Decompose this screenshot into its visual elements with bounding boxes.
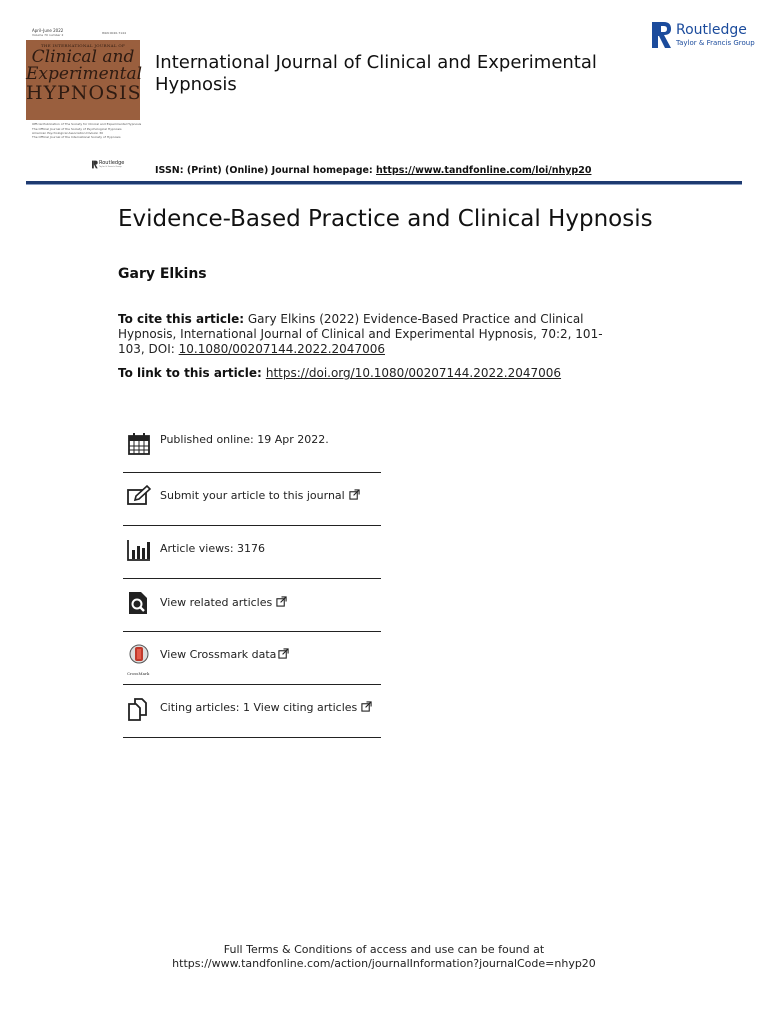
submit-label: Submit your article to this journal	[160, 489, 345, 502]
cover-title-line2: Experimental	[26, 64, 143, 84]
cover-title-line1: Clinical and	[31, 47, 135, 67]
bar-chart-icon	[127, 538, 151, 562]
issn-line	[155, 165, 591, 176]
small-logo-name: Routledge	[99, 160, 125, 166]
submit-link[interactable]	[160, 489, 360, 502]
edit-icon	[127, 485, 151, 509]
external-link-icon	[349, 489, 360, 500]
footer-terms	[134, 943, 634, 971]
routledge-logo	[652, 22, 755, 48]
cover-title-line3: HYPNOSIS	[26, 82, 142, 104]
citation-block	[118, 312, 618, 357]
cite-text: Gary Elkins (2022) Evidence-Based Practice and Clinical Hypnosis, International Journal of Clinical and Experimental Hypnosis, 70:2, 101-103, DOI:	[118, 312, 603, 356]
cover-issue: April–June 2022	[32, 28, 64, 33]
cite-label: To cite this article:	[118, 312, 245, 326]
crossmark-row[interactable]	[123, 632, 381, 685]
cover-fine-4: The Official Journal of the International Society of Hypnosis	[32, 135, 121, 139]
published-date: Published online: 19 Apr 2022.	[160, 433, 329, 446]
citing-row[interactable]	[123, 685, 381, 738]
calendar-icon	[127, 432, 151, 456]
crossmark-label: View Crossmark data	[160, 648, 277, 661]
external-link-icon	[361, 701, 372, 712]
footer-line-1: Full Terms & Conditions of access and use can be found at	[223, 943, 545, 956]
citing-label: Citing articles: 1 View citing articles	[160, 701, 358, 714]
link-label: To link to this article:	[118, 366, 262, 380]
article-title: Evidence-Based Practice and Clinical Hypnosis	[118, 206, 653, 232]
cover-plate	[26, 40, 143, 120]
related-label: View related articles	[160, 596, 273, 609]
article-views: Article views: 3176	[160, 542, 266, 555]
issn-text: ISSN: (Print) (Online) Journal homepage:	[155, 165, 377, 176]
cover-volume: Volume 70 number 2	[32, 33, 64, 37]
routledge-r-icon	[652, 22, 672, 48]
related-link[interactable]	[160, 596, 287, 609]
cover-publisher-line: THE INTERNATIONAL JOURNAL OF	[40, 43, 126, 48]
citing-link[interactable]	[160, 701, 372, 714]
views-row	[123, 526, 381, 579]
journal-cover[interactable]	[26, 28, 143, 140]
routledge-subtitle: Taylor & Francis Group	[676, 39, 755, 47]
cover-fine-3: American Psychological Association Division 30	[32, 131, 104, 135]
article-meta-list	[123, 420, 381, 738]
cite-doi-link[interactable]: 10.1080/00207144.2022.2047006	[178, 342, 385, 356]
article-author[interactable]: Gary Elkins	[118, 266, 207, 282]
footer-terms-link[interactable]: https://www.tandfonline.com/action/journalInformation?journalCode=nhyp20	[172, 957, 596, 970]
submit-row[interactable]	[123, 473, 381, 526]
cover-issn: ISSN 0020-7144	[101, 31, 126, 35]
journal-homepage-link[interactable]: https://www.tandfonline.com/loi/nhyp20	[376, 165, 592, 176]
document-search-icon	[127, 591, 151, 615]
article-doi-link[interactable]: https://doi.org/10.1080/00207144.2022.2047006	[265, 366, 562, 380]
crossmark-badge-text: CrossMark	[127, 671, 150, 676]
routledge-name: Routledge	[676, 22, 747, 38]
external-link-icon	[278, 648, 289, 659]
related-row[interactable]	[123, 579, 381, 632]
cover-fine-1: Official Publication of The Society for Clinical and Experimental Hypnosis	[32, 122, 142, 126]
small-r-icon	[92, 160, 98, 169]
small-logo-subtitle: Taylor & Francis Group	[99, 166, 122, 168]
citing-articles-icon	[127, 697, 151, 721]
published-row	[123, 420, 381, 473]
header-rule-thin	[26, 184, 742, 185]
article-link-block	[118, 366, 561, 380]
cover-fine-2: The Official Journal of the Society of Psychological Hypnosis	[32, 127, 122, 131]
crossmark-link[interactable]	[160, 648, 289, 661]
external-link-icon	[276, 596, 287, 607]
crossmark-icon	[127, 644, 151, 668]
journal-title: International Journal of Clinical and Experimental Hypnosis	[155, 52, 597, 95]
